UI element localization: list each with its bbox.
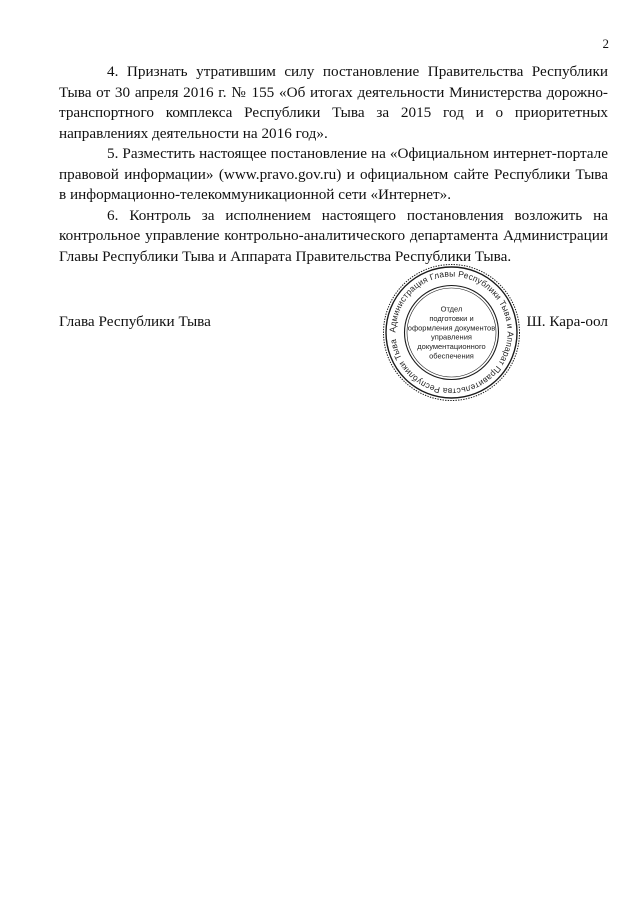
stamp-center-line: обеспечения <box>429 351 474 361</box>
stamp-center-line: управления <box>431 332 472 342</box>
official-stamp <box>381 262 522 403</box>
stamp-icon <box>381 262 522 403</box>
paragraph-4: 4. Признать утратившим силу постановление Правительства Республики Тыва от 30 апреля 2016 г. № 155 «Об итогах деятельности Министерства дорожно-транспортного комплекса Республики Тыва за 2015 год и о приоритетных направлениях деятельности на 2016 год». <box>59 63 608 142</box>
stamp-ring-text: Администрация Главы Республики Тыва и Аппарат Правительства Республики Тыва <box>387 268 516 397</box>
stamp-center-line: подготовки и <box>429 313 474 323</box>
paragraph-6: 6. Контроль за исполнением настоящего постановления возложить на контрольное управление контрольно-аналитического департамента Администрации Главы Республики Тыва и Аппарата Правительства Республики Тыва. <box>59 206 608 265</box>
stamp-center-text <box>408 305 495 361</box>
stamp-center-line: Отдел <box>440 304 463 314</box>
stamp-center-line: документационного <box>417 342 486 352</box>
document-body <box>59 62 608 267</box>
page-number: 2 <box>602 36 609 51</box>
signer-name: Ш. Кара-оол <box>526 313 608 330</box>
stamp-center-line: оформления документов <box>407 323 496 333</box>
signer-title: Глава Республики Тыва <box>59 313 211 330</box>
paragraph-5: 5. Разместить настоящее постановление на «Официальном интернет-портале правовой информации» (www.pravo.gov.ru) и официальном сайте Республики Тыва в информационно-телекоммуникационной сети «Интернет». <box>59 145 608 203</box>
